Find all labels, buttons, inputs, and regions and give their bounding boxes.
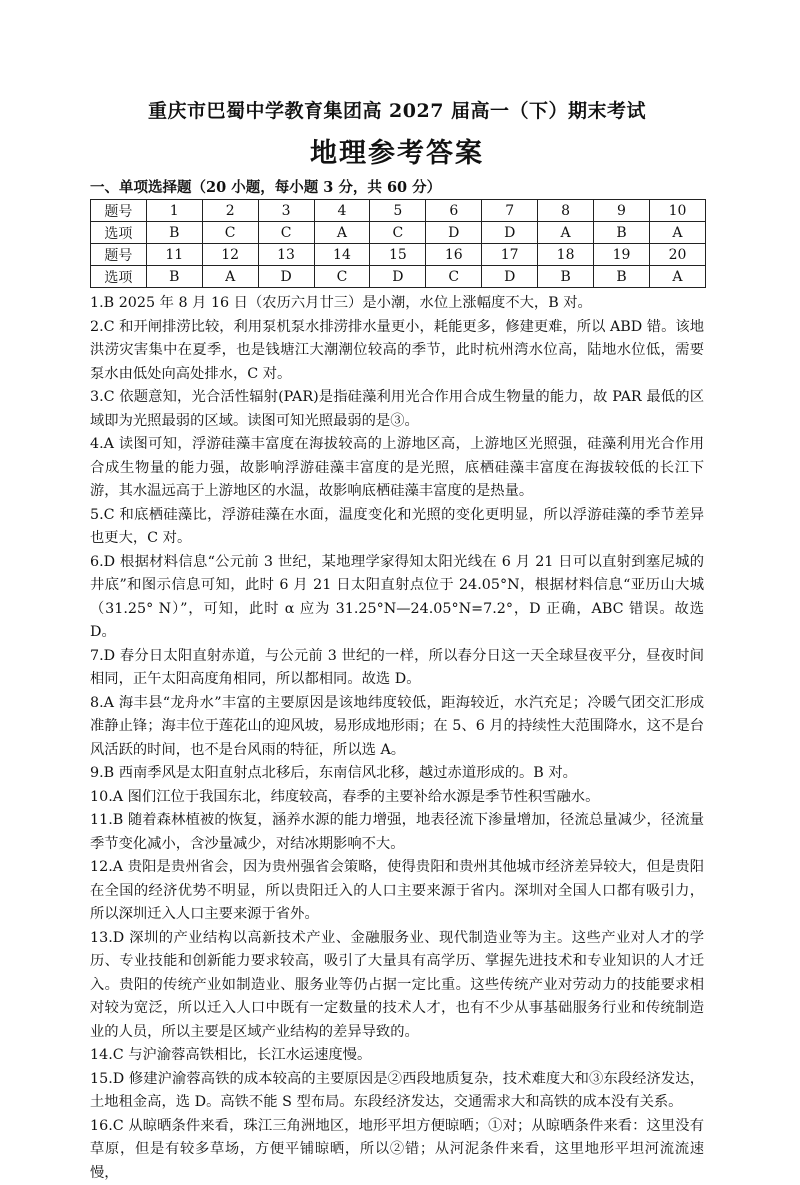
answer-table-cell: 13	[258, 244, 314, 266]
answer-table-row-header: 题号	[91, 244, 147, 266]
answer-table-cell: B	[146, 222, 202, 244]
answer-table-row-header: 题号	[91, 200, 147, 222]
answer-table-cell: D	[426, 222, 482, 244]
answer-table-cell: D	[370, 266, 426, 288]
answer-table-cell: C	[314, 266, 370, 288]
answer-table-cell: 15	[370, 244, 426, 266]
answer-table-cell: 17	[482, 244, 538, 266]
answer-table-cell: A	[649, 266, 705, 288]
explanation-paragraph: 1.B 2025 年 8 月 16 日（农历六月廿三）是小潮，水位上涨幅度不大，B 对。	[90, 292, 704, 316]
answer-table-cell: D	[482, 266, 538, 288]
explanation-paragraph: 3.C 依题意知，光合活性辐射(PAR)是指硅藻利用光合作用合成生物量的能力，故 PAR 最低的区域即为光照最弱的区域。读图可知光照最弱的是③。	[90, 386, 704, 433]
explanation-paragraph: 5.C 和底栖硅藻比，浮游硅藻在水面，温度变化和光照的变化更明显，所以浮游硅藻的季节差异也更大，C 对。	[90, 504, 704, 551]
answer-table-row	[91, 200, 706, 222]
explanation-paragraph: 7.D 春分日太阳直射赤道，与公元前 3 世纪的一样，所以春分日这一天全球昼夜平分，昼夜时间相同，正午太阳高度角相同，所以都相同。故选 D。	[90, 645, 704, 692]
explanation-paragraph: 10.A 图们江位于我国东北，纬度较高，春季的主要补给水源是季节性积雪融水。	[90, 786, 704, 810]
explanation-paragraph: 11.B 随着森林植被的恢复，涵养水源的能力增强，地表径流下渗量增加，径流总量减少，径流量季节变化减小，含沙量减少，对结冰期影响不大。	[90, 809, 704, 856]
explanation-paragraph: 2.C 和开闸排涝比较，利用泵机泵水排涝排水量更小，耗能更多，修建更难，所以 ABD 错。该地洪涝灾害集中在夏季，也是钱塘江大潮潮位较高的季节，此时杭州湾水位高，陆地水位低，需要泵水由低处向高处排水，C 对。	[90, 316, 704, 387]
answer-table	[90, 199, 706, 288]
answer-table-cell: B	[538, 266, 594, 288]
answer-table-row-header: 选项	[91, 266, 147, 288]
answer-table-cell: A	[202, 266, 258, 288]
answer-table-row	[91, 244, 706, 266]
answer-table-cell: 14	[314, 244, 370, 266]
section-heading: 一、单项选择题（20 小题，每小题 3 分，共 60 分）	[90, 176, 704, 197]
explanation-paragraph: 13.D 深圳的产业结构以高新技术产业、金融服务业、现代制造业等为主。这些产业对人才的学历、专业技能和创新能力要求较高，吸引了大量具有高学历、掌握先进技术和专业知识的人才迁入。贵阳的传统产业如制造业、服务业等仍占据一定比重。这些传统产业对劳动力的技能要求相对较为宽泛，所以迁入人口中既有一定数量的技术人才，也有不少从事基础服务行业和传统制造业的人员，所以主要是区域产业结构的差异导致的。	[90, 927, 704, 1045]
answer-table-cell: 5	[370, 200, 426, 222]
answer-table-cell: 11	[146, 244, 202, 266]
explanation-paragraph: 15.D 修建沪渝蓉高铁的成本较高的主要原因是②西段地质复杂，技术难度大和③东段经济发达，土地租金高，选 D。高铁不能 S 型布局。东段经济发达，交通需求大和高铁的成本没有关系。	[90, 1068, 704, 1115]
answer-table-cell: A	[314, 222, 370, 244]
explanation-paragraph: 9.B 西南季风是太阳直射点北移后，东南信风北移，越过赤道形成的。B 对。	[90, 762, 704, 786]
answer-table-row-header: 选项	[91, 222, 147, 244]
answer-table-cell: 9	[594, 200, 650, 222]
explanation-paragraph: 8.A 海丰县“龙舟水”丰富的主要原因是该地纬度较低，距海较近，水汽充足；冷暖气团交汇形成准静止锋；海丰位于莲花山的迎风坡，易形成地形雨；在 5、6 月的持续性大范围降水，这不是台风活跃的时间，也不是台风雨的特征，所以选 A。	[90, 692, 704, 763]
answer-table-cell: B	[146, 266, 202, 288]
answer-table-cell: D	[258, 266, 314, 288]
answer-table-cell: 10	[649, 200, 705, 222]
answer-table-cell: A	[649, 222, 705, 244]
answer-table-cell: 19	[594, 244, 650, 266]
answer-table-cell: 7	[482, 200, 538, 222]
explanation-paragraph: 14.C 与沪渝蓉高铁相比，长江水运速度慢。	[90, 1044, 704, 1068]
answer-table-cell: 6	[426, 200, 482, 222]
answer-table-row	[91, 266, 706, 288]
explanations	[90, 292, 704, 1185]
explanation-paragraph: 6.D 根据材料信息“公元前 3 世纪，某地理学家得知太阳光线在 6 月 21 日可以直射到塞尼城的井底”和图示信息可知，此时 6 月 21 日太阳直射点位于 24.05°N，根据材料信息“亚历山大城（31.25° N）”，可知，此时 α 应为 31.25°N—24.05°N=7.2°，D 正确，ABC 错误。故选 D。	[90, 551, 704, 645]
explanation-paragraph: 4.A 读图可知，浮游硅藻丰富度在海拔较高的上游地区高，上游地区光照强，硅藻利用光合作用合成生物量的能力强，故影响浮游硅藻丰富度的是光照，底栖硅藻丰富度在海拔较低的长江下游，其水温远高于上游地区的水温，故影响底栖硅藻丰富度的是热量。	[90, 433, 704, 504]
answer-table-cell: C	[202, 222, 258, 244]
answer-table-cell: D	[482, 222, 538, 244]
answer-table-cell: 1	[146, 200, 202, 222]
answer-table-cell: C	[370, 222, 426, 244]
answer-table-cell: 20	[649, 244, 705, 266]
explanation-paragraph: 12.A 贵阳是贵州省会，因为贵州强省会策略，使得贵阳和贵州其他城市经济差异较大，但是贵阳在全国的经济优势不明显，所以贵阳迁入的人口主要来源于省内。深圳对全国人口都有吸引力，所以深圳迁入人口主要来源于省外。	[90, 856, 704, 927]
answer-table-cell: 18	[538, 244, 594, 266]
answer-table-cell: B	[594, 266, 650, 288]
answer-table-cell: 16	[426, 244, 482, 266]
answer-table-cell: 3	[258, 200, 314, 222]
answer-table-cell: 2	[202, 200, 258, 222]
answer-table-row	[91, 222, 706, 244]
exam-title: 重庆市巴蜀中学教育集团高 2027 届高一（下）期末考试	[90, 96, 704, 123]
answer-table-cell: 8	[538, 200, 594, 222]
answer-table-cell: B	[594, 222, 650, 244]
answer-table-cell: 12	[202, 244, 258, 266]
explanation-paragraph: 16.C 从晾晒条件来看，珠江三角洲地区，地形平坦方便晾晒；①对；从晾晒条件来看：这里没有草原，但是有较多草场，方便平铺晾晒，所以②错；从河泥条件来看，这里地形平坦河流流速慢，	[90, 1115, 704, 1185]
answer-table-cell: C	[258, 222, 314, 244]
answer-key-title: 地理参考答案	[90, 131, 704, 170]
answer-table-cell: 4	[314, 200, 370, 222]
answer-table-cell: C	[426, 266, 482, 288]
answer-table-cell: A	[538, 222, 594, 244]
